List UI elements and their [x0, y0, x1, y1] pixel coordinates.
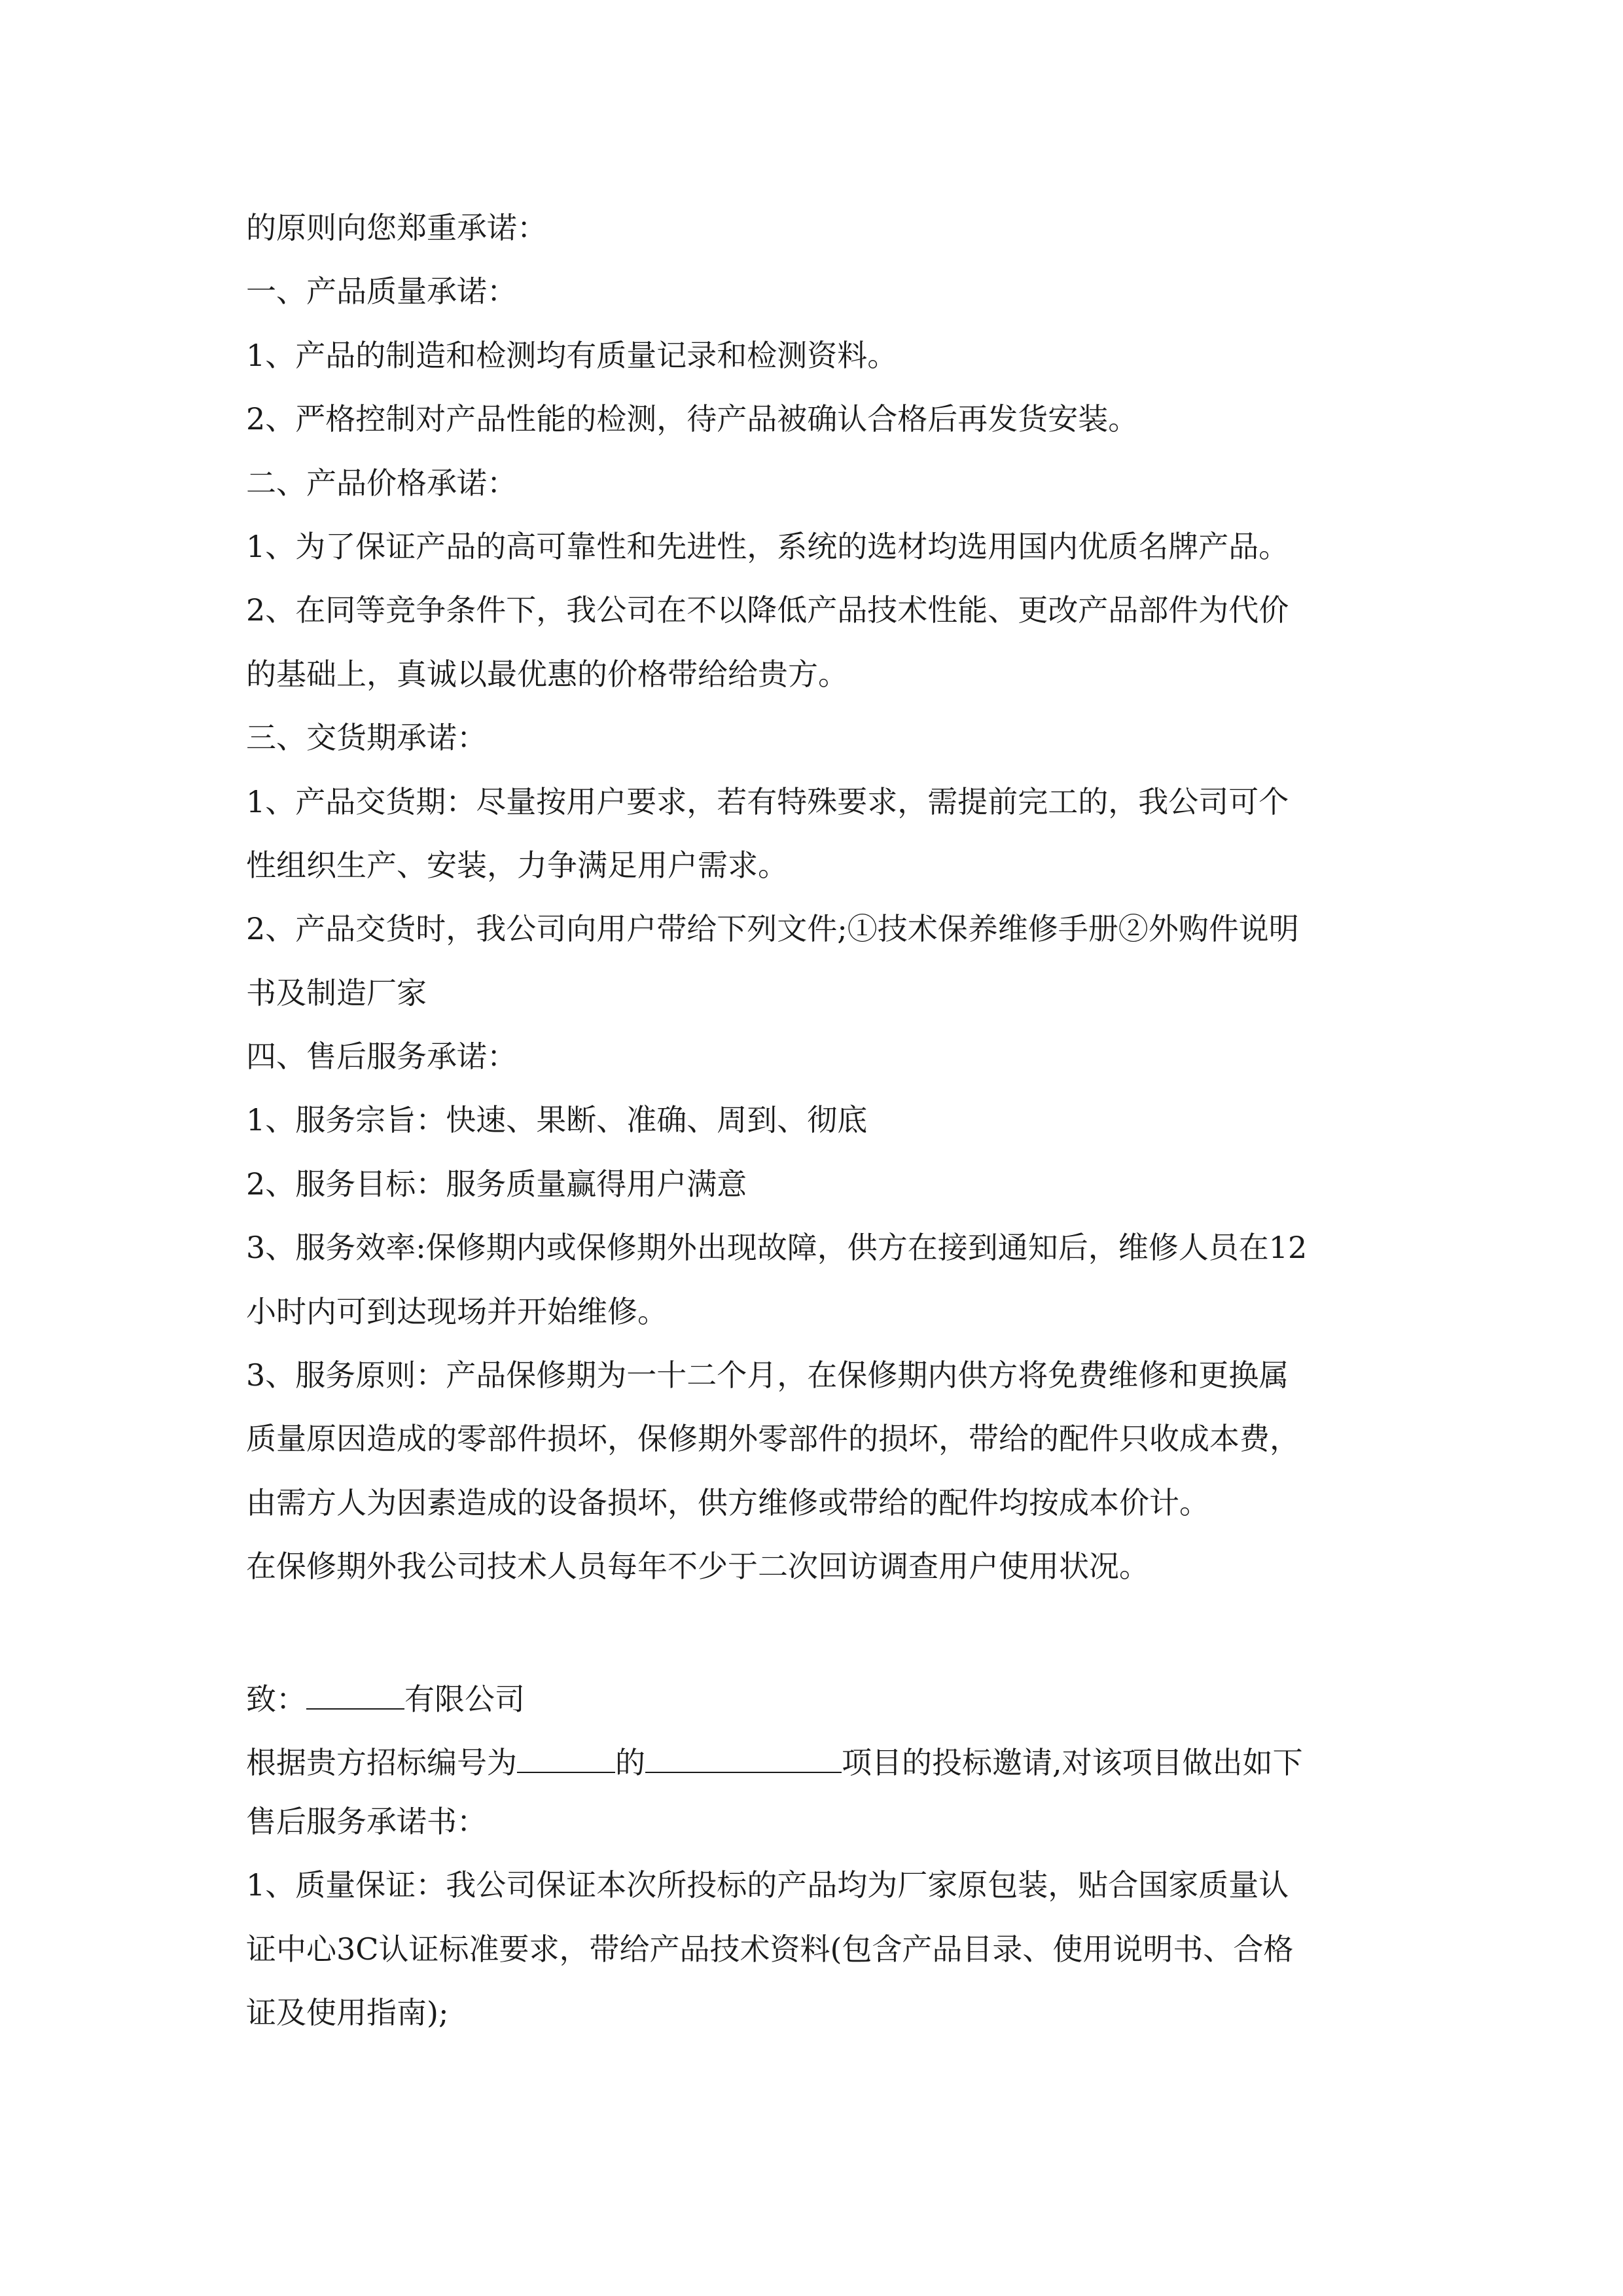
text-line: 小时内可到达现场并开始维修。	[246, 1293, 668, 1329]
text-line: 3、服务原则：产品保修期为一十二个月，在保修期内供方将免费维修和更换属	[246, 1357, 1289, 1393]
text-line: 1、产品的制造和检测均有质量记录和检测资料。	[246, 337, 898, 373]
text-line: 证中心3C认证标准要求，带给产品技术资料(包含产品目录、使用说明书、合格	[246, 1931, 1294, 1967]
text-line: 1、产品交货期：尽量按用户要求，若有特殊要求，需提前完工的，我公司可个	[246, 783, 1289, 819]
text-line: 在保修期外我公司技术人员每年不少于二次回访调查用户使用状况。	[246, 1549, 1149, 1585]
recipient-blank	[306, 1669, 404, 1710]
section-heading-delivery: 三、交货期承诺：	[246, 720, 487, 756]
text-line: 的原则向您郑重承诺：	[246, 210, 547, 245]
basis-text-3: 项目的投标邀请,对该项目做出如下	[842, 1745, 1303, 1781]
text-line: 2、产品交货时，我公司向用户带给下列文件;①技术保养维修手册②外购件说明	[246, 911, 1299, 947]
project-name-blank	[645, 1732, 842, 1773]
tender-number-blank	[517, 1732, 615, 1773]
text-line: 性组织生产、安装，力争满足用户需求。	[246, 847, 788, 883]
letter-basis	[246, 1732, 1398, 1796]
section-heading-price: 二、产品价格承诺：	[246, 465, 517, 501]
letter-recipient	[246, 1669, 1398, 1732]
text-line: 1、质量保证：我公司保证本次所投标的产品均为厂家原包装，贴合国家质量认	[246, 1867, 1289, 1903]
text-line: 由需方人为因素造成的设备损坏，供方维修或带给的配件均按成本价计。	[246, 1484, 1209, 1520]
text-line: 的基础上，真诚以最优惠的价格带给给贵方。	[246, 656, 848, 692]
text-line: 1、为了保证产品的高可靠性和先进性，系统的选材均选用国内优质名牌产品。	[246, 528, 1289, 564]
text-line: 1、服务宗旨：快速、果断、准确、周到、彻底	[246, 1102, 868, 1138]
text-line: 质量原因造成的零部件损坏，保修期外零部件的损坏，带给的配件只收成本费，	[246, 1421, 1300, 1457]
recipient-prefix: 致：	[246, 1681, 306, 1717]
recipient-suffix: 有限公司	[404, 1681, 525, 1717]
text-line: 2、在同等竞争条件下，我公司在不以降低产品技术性能、更改产品部件为代价	[246, 592, 1289, 628]
section-heading-quality: 一、产品质量承诺：	[246, 274, 517, 310]
basis-text-2: 的	[615, 1745, 645, 1781]
paragraph-gap	[246, 1605, 1398, 1669]
text-line: 2、服务目标：服务质量赢得用户满意	[246, 1166, 747, 1202]
text-line: 2、严格控制对产品性能的检测，待产品被确认合格后再发货安装。	[246, 401, 1139, 437]
basis-text-1: 根据贵方招标编号为	[246, 1745, 517, 1781]
document-body	[246, 203, 1398, 2051]
text-line: 售后服务承诺书：	[246, 1803, 487, 1839]
section-heading-after-sales: 四、售后服务承诺：	[246, 1039, 517, 1075]
text-line: 证及使用指南);	[246, 1994, 449, 2030]
text-line: 3、服务效率:保修期内或保修期外出现故障，供方在接到通知后，维修人员在12	[246, 1230, 1308, 1266]
text-line: 书及制造厂家	[246, 975, 427, 1011]
